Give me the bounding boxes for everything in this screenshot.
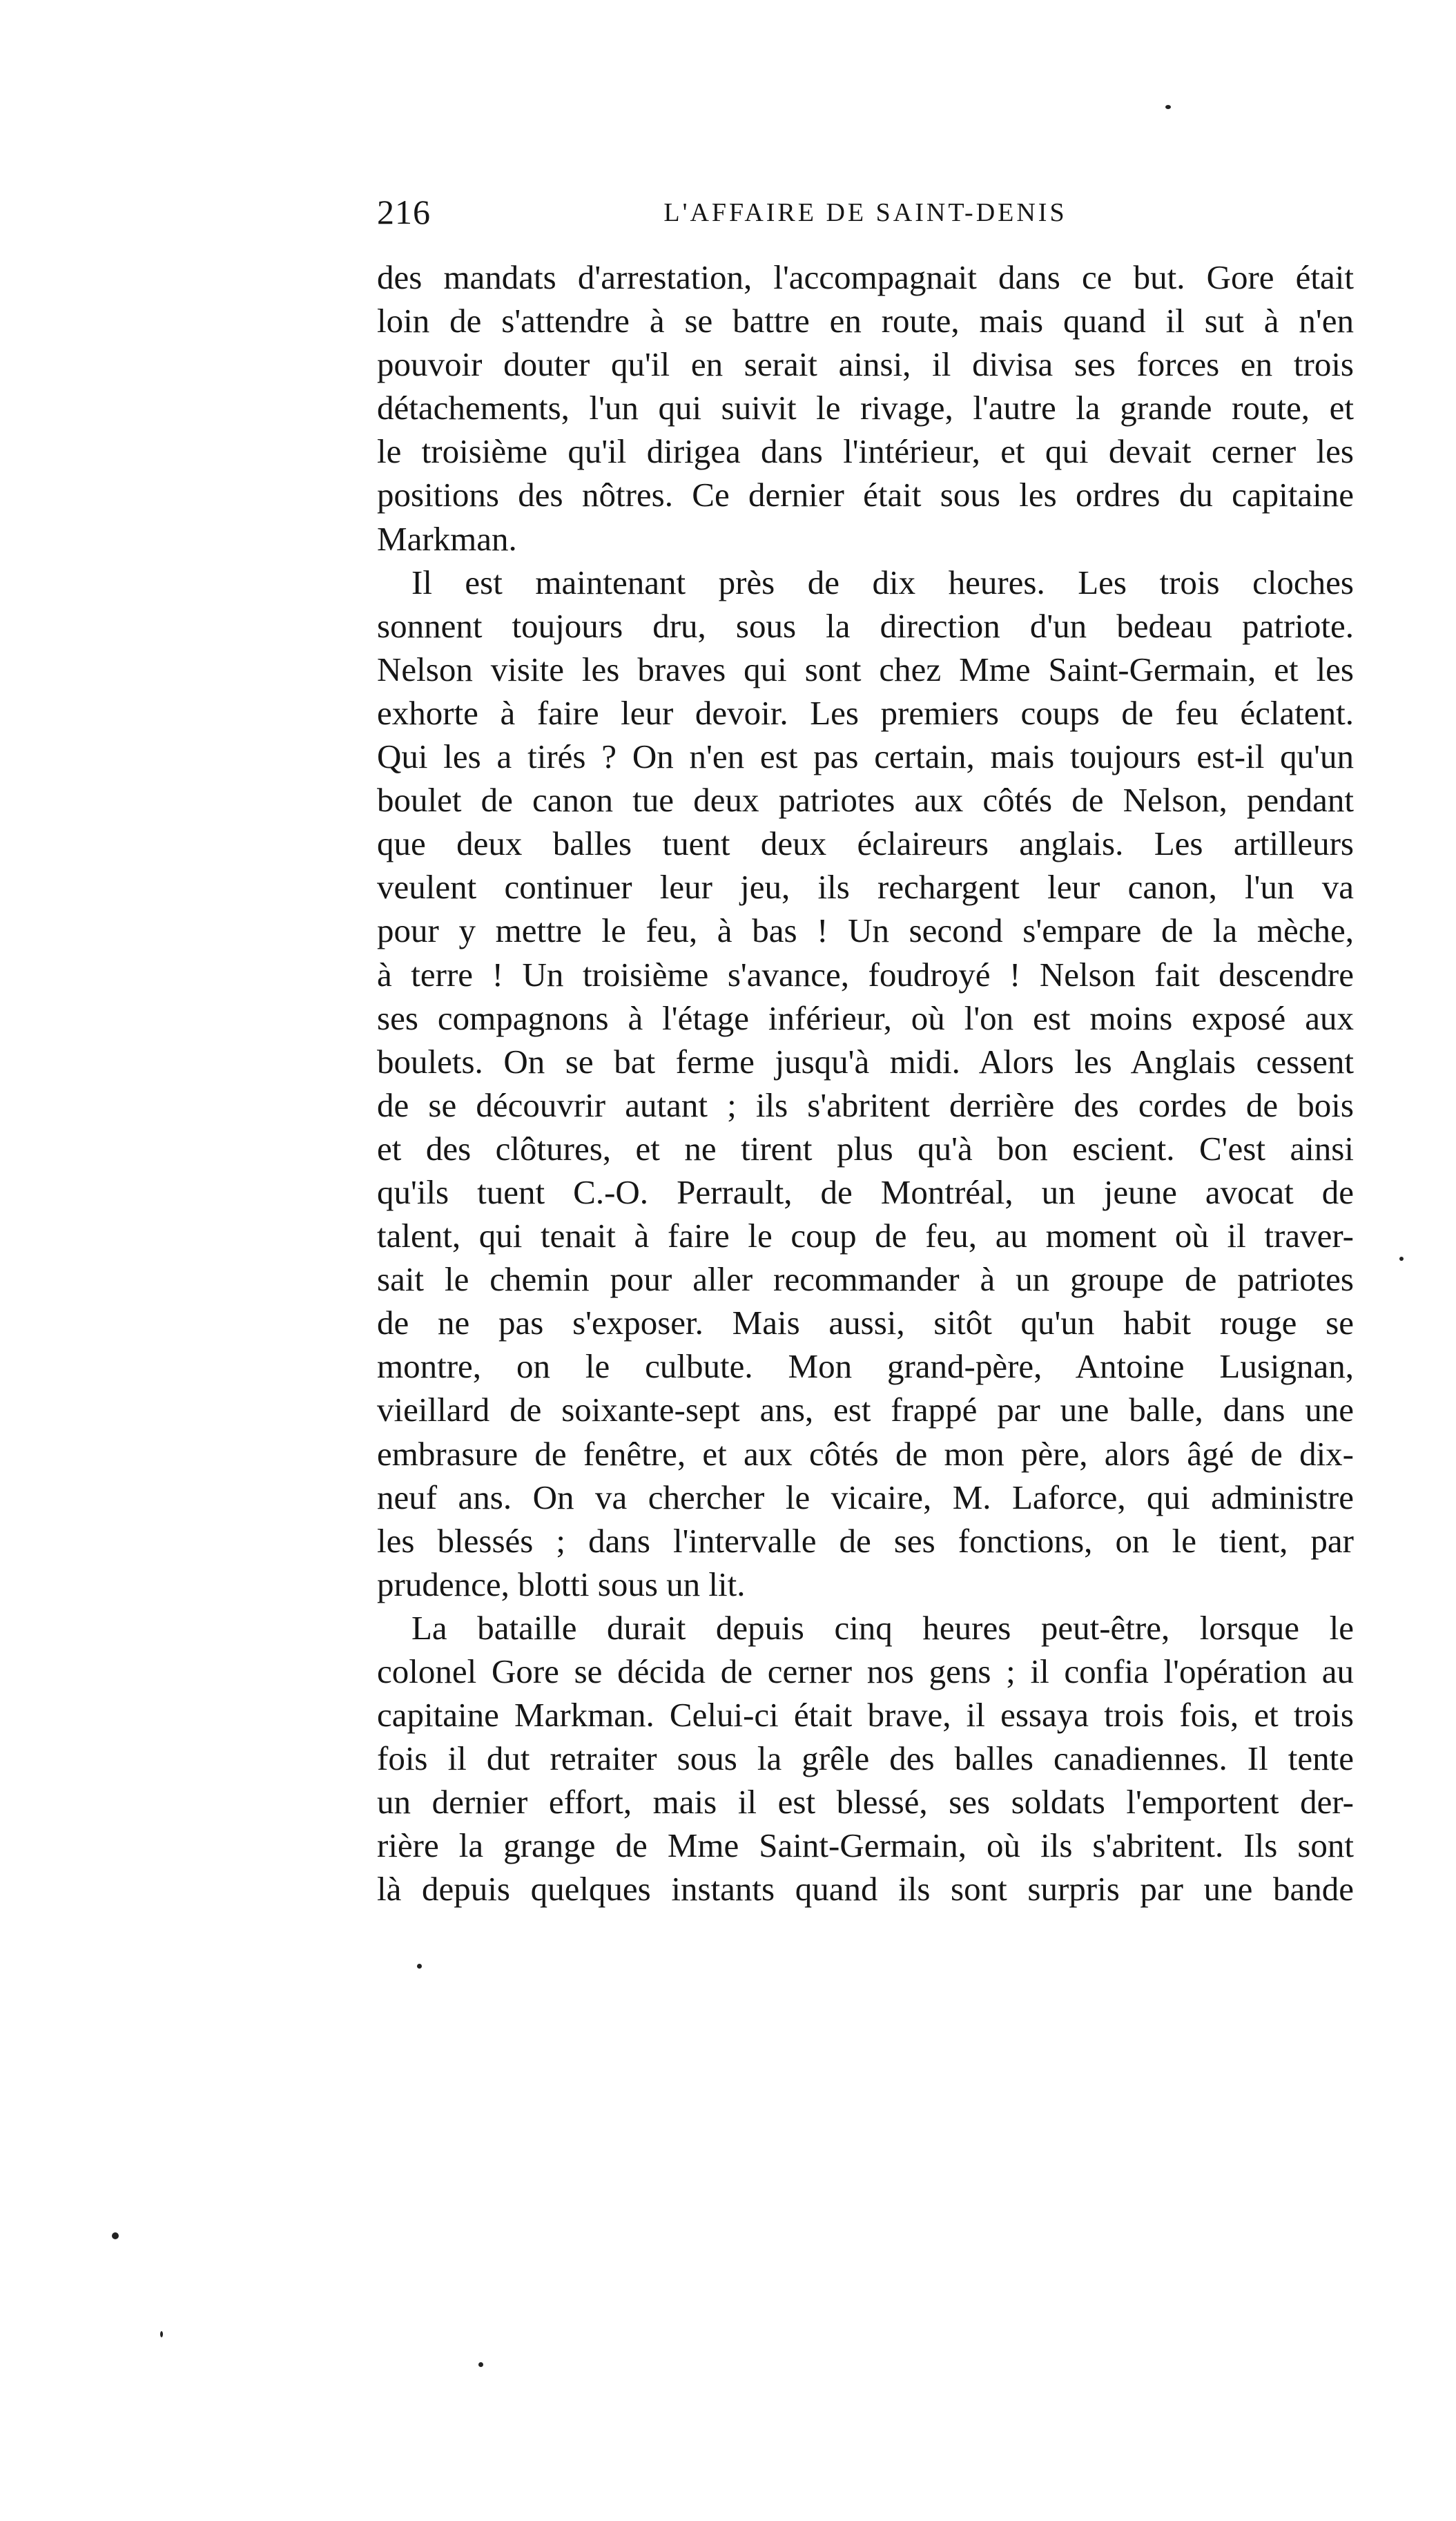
paragraph-start: La bataille durait depuis cinq heures peut-être, lorsque le [411, 1608, 1354, 1647]
text-line: de se découvrir autant ; ils s'abritent derrière des cordes de bois [377, 1085, 1354, 1124]
page-number: 216 [377, 193, 431, 231]
text-line: embrasure de fenêtre, et aux côtés de mon père, alors âgé de dix- [377, 1434, 1354, 1473]
text-line: montre, on le culbute. Mon grand-père, Antoine Lusignan, [377, 1347, 1354, 1386]
text-line: prudence, blotti sous un lit. [377, 1565, 746, 1603]
page-header [377, 192, 1354, 247]
text-line: exhorte à faire leur devoir. Les premiers coups de feu éclatent. [377, 693, 1354, 732]
scan-speck [1399, 1257, 1404, 1261]
text-line: à terre ! Un troisième s'avance, foudroyé ! Nelson fait descendre [377, 955, 1354, 994]
text-line: Nelson visite les braves qui sont chez Mme Saint-Germain, et les [377, 650, 1354, 688]
text-line: le troisième qu'il dirigea dans l'intérieur, et qui devait cerner les [377, 432, 1354, 471]
body-text [377, 255, 1354, 1911]
text-line: un dernier effort, mais il est blessé, ses soldats l'emportent der- [377, 1783, 1354, 1822]
text-line: et des clôtures, et ne tirent plus qu'à bon escient. C'est ainsi [377, 1129, 1354, 1168]
text-line: capitaine Markman. Celui-ci était brave, il essaya trois fois, et trois [377, 1696, 1354, 1735]
text-line: positions des nôtres. Ce dernier était sous les ordres du capitaine [377, 476, 1354, 514]
text-line: fois il dut retraiter sous la grêle des balles canadiennes. Il tente [377, 1739, 1354, 1778]
text-line: sonnent toujours dru, sous la direction d'un bedeau patriote. [377, 606, 1354, 645]
text-line: veulent continuer leur jeu, ils rechargent leur canon, l'un va [377, 868, 1354, 907]
text-line: Markman. [377, 519, 517, 558]
text-line: de ne pas s'exposer. Mais aussi, sitôt qu'un habit rouge se [377, 1304, 1354, 1342]
scan-speck [478, 2362, 483, 2367]
text-line: pour y mettre le feu, à bas ! Un second s'empare de la mèche, [377, 911, 1354, 950]
text-line: loin de s'attendre à se battre en route, mais quand il sut à n'en [377, 302, 1354, 340]
text-line: ses compagnons à l'étage inférieur, où l'on est moins exposé aux [377, 998, 1354, 1037]
text-line: boulets. On se bat ferme jusqu'à midi. Alors les Anglais cessent [377, 1042, 1354, 1081]
text-line: neuf ans. On va chercher le vicaire, M. Laforce, qui administre [377, 1478, 1354, 1516]
text-line: pouvoir douter qu'il en serait ainsi, il divisa ses forces en trois [377, 345, 1354, 384]
paragraph-start: Il est maintenant près de dix heures. Les trois cloches [411, 563, 1354, 601]
text-line: rière la grange de Mme Saint-Germain, où ils s'abritent. Ils sont [377, 1826, 1354, 1865]
text-line: vieillard de soixante-sept ans, est frappé par une balle, dans une [377, 1391, 1354, 1429]
text-line: sait le chemin pour aller recommander à un groupe de patriotes [377, 1260, 1354, 1299]
text-line: que deux balles tuent deux éclaireurs anglais. Les artilleurs [377, 824, 1354, 863]
text-line: des mandats d'arrestation, l'accompagnait dans ce but. Gore était [377, 258, 1354, 296]
text-line: qu'ils tuent C.-O. Perrault, de Montréal, un jeune avocat de [377, 1172, 1354, 1211]
scan-speck [112, 2232, 119, 2239]
scan-speck [1165, 105, 1171, 109]
text-line: Qui les a tirés ? On n'en est pas certain, mais toujours est-il qu'un [377, 737, 1354, 776]
text-line: détachements, l'un qui suivit le rivage, l'autre la grande route, et [377, 389, 1354, 427]
text-line: les blessés ; dans l'intervalle de ses fonctions, on le tient, par [377, 1521, 1354, 1560]
text-line: talent, qui tenait à faire le coup de feu, au moment où il traver- [377, 1217, 1354, 1255]
scan-speck [160, 2331, 163, 2337]
text-line: colonel Gore se décida de cerner nos gens ; il confia l'opération au [377, 1652, 1354, 1690]
text-line: boulet de canon tue deux patriotes aux côtés de Nelson, pendant [377, 781, 1354, 820]
scan-speck [417, 1964, 422, 1969]
text-line: là depuis quelques instants quand ils sont surpris par une bande [377, 1870, 1354, 1909]
running-title: L'AFFAIRE DE SAINT-DENIS [663, 198, 1067, 227]
